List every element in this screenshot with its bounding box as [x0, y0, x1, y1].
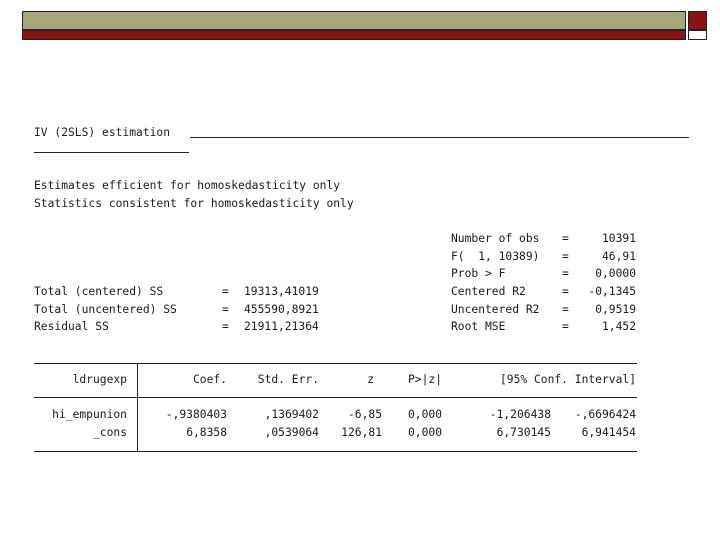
header-corner-square-red	[688, 11, 707, 30]
stat-value-total-uncentered-ss: 455590,8921	[244, 303, 319, 316]
table-row-p: 0,000	[407, 408, 442, 421]
stat-eq-root-mse: =	[562, 320, 569, 333]
stat-value-centered-r2: -0,1345	[588, 285, 636, 298]
note-consistent: Statistics consistent for homoskedasticity only	[34, 197, 354, 210]
table-row-se: ,1369402	[264, 408, 319, 421]
table-row-var: _cons	[92, 426, 127, 439]
stat-label-centered-r2: Centered R2	[451, 285, 526, 298]
stat-eq-f: =	[562, 250, 569, 263]
table-column-separator	[137, 363, 138, 452]
table-row-ci-hi: -,6696424	[574, 408, 636, 421]
stat-label-nobs: Number of obs	[451, 232, 540, 245]
stat-eq-total-uncentered-ss: =	[222, 303, 229, 316]
table-row-z: 126,81	[341, 426, 382, 439]
table-row-coef: -,9380403	[165, 408, 227, 421]
note-efficient: Estimates efficient for homoskedasticity only	[34, 179, 341, 192]
table-header-ci: [95% Conf. Interval]	[499, 373, 636, 386]
table-row-ci-lo: -1,206438	[489, 408, 551, 421]
table-row-coef: 6,8358	[186, 426, 227, 439]
table-header-coef: Coef.	[192, 373, 227, 386]
stat-label-total-centered-ss: Total (centered) SS	[34, 285, 164, 298]
stat-eq-total-centered-ss: =	[222, 285, 229, 298]
title-rule-underline	[34, 152, 189, 153]
table-row-ci-hi: 6,941454	[581, 426, 636, 439]
stat-eq-probf: =	[562, 267, 569, 280]
stat-label-uncentered-r2: Uncentered R2	[451, 303, 540, 316]
title-rule	[190, 137, 689, 138]
stat-eq-nobs: =	[562, 232, 569, 245]
table-row-p: 0,000	[407, 426, 442, 439]
stat-value-nobs: 10391	[601, 232, 636, 245]
table-header-se: Std. Err.	[257, 373, 319, 386]
table-header-var: ldrugexp	[72, 373, 127, 386]
table-row-var: hi_empunion	[52, 408, 127, 421]
stat-label-root-mse: Root MSE	[451, 320, 506, 333]
table-bottom-rule	[34, 451, 637, 452]
table-header-rule	[34, 397, 637, 398]
header-bar-olive	[22, 11, 686, 30]
stat-value-probf: 0,0000	[595, 267, 636, 280]
stat-value-residual-ss: 21911,21364	[244, 320, 319, 333]
stat-label-total-uncentered-ss: Total (uncentered) SS	[34, 303, 177, 316]
stat-value-root-mse: 1,452	[601, 320, 636, 333]
table-row-ci-lo: 6,730145	[496, 426, 551, 439]
table-row-z: -6,85	[347, 408, 382, 421]
header-bar-red	[22, 30, 686, 40]
output-title: IV (2SLS) estimation	[34, 126, 171, 139]
stat-eq-uncentered-r2: =	[562, 303, 569, 316]
table-row-se: ,0539064	[264, 426, 319, 439]
stat-label-probf: Prob > F	[451, 267, 506, 280]
stat-label-residual-ss: Residual SS	[34, 320, 109, 333]
stat-value-uncentered-r2: 0,9519	[595, 303, 636, 316]
table-header-p: P>|z|	[407, 373, 442, 386]
header-corner-square-white	[688, 30, 707, 40]
table-header-z: z	[367, 373, 374, 386]
stat-value-f: 46,91	[601, 250, 636, 263]
stat-eq-residual-ss: =	[222, 320, 229, 333]
stat-label-f: F( 1, 10389)	[451, 250, 540, 263]
stat-eq-centered-r2: =	[562, 285, 569, 298]
table-top-rule	[34, 363, 637, 364]
stat-value-total-centered-ss: 19313,41019	[244, 285, 319, 298]
